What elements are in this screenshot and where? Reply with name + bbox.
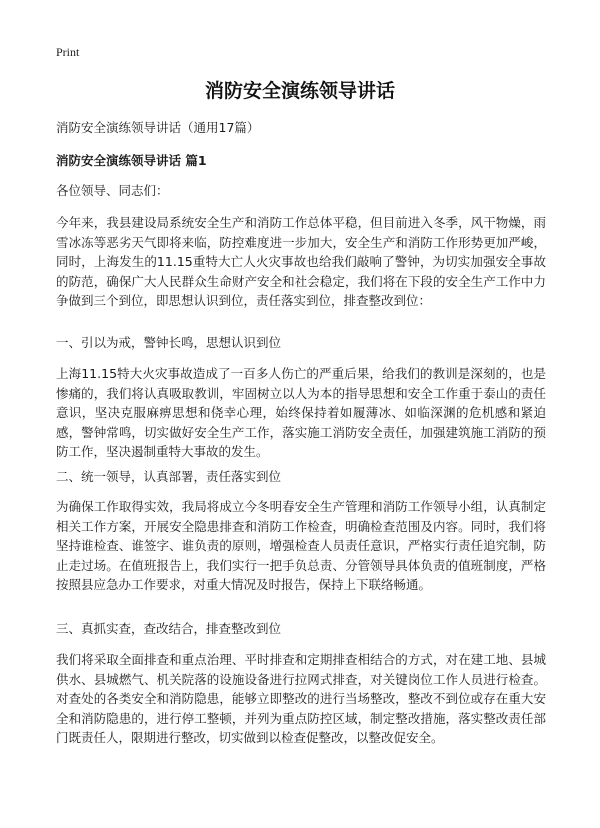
heading-responsibility: 二、统一领导，认真部署，责任落实到位 [56,469,282,484]
greeting-text: 各位领导、同志们： [56,183,169,198]
paragraph-intro: 今年来，我县建设局系统安全生产和消防工作总体平稳，但目前进入冬季，风干物燥，雨雪冰冻等恶劣天气即将来临，防控难度进一步加大，安全生产和消防工作形势更加严峻，同时，上海发生的11.15重特大亡人火灾事故也给我们敲响了警钟，为切实加强安全事故的防范，确保广大人民群众生命财产安全和社会稳定，我们将在下段的安全生产工作中力争做到三个到位，即思想认识到位，责任落实到位，排查整改到位： [56,215,546,309]
paragraph-lessons: 上海11.15特大火灾事故造成了一百多人伤亡的严重后果，给我们的教训是深刻的，也是惨痛的，我们将认真吸取教训，牢固树立以人为本的指导思想和安全工作重于泰山的责任意识，坚决克服麻痹思想和侥幸心理，始终保持着如履薄冰、如临深渊的危机感和紧迫感，警钟常鸣，切实做好安全生产工作，落实施工消防安全责任，加强建筑施工消防的预防工作，坚决遏制重特大事故的发生。 [56,366,546,460]
page-title: 消防安全演练领导讲话 [204,80,395,102]
paragraph-leadership: 为确保工作取得实效，我局将成立今冬明春安全生产管理和消防工作领导小组，认真制定相关工作方案，开展安全隐患排查和消防工作检查，明确检查范围及内容。同时，我们将坚持谁检查、谁签字、谁负责的原则，增强检查人员责任意识，严格实行责任追究制，防止走过场。在值班报告上，我们实行一把手负总责、分管领导具体负责的值班制度，严格按照县应急办工作要求，对重大情况及时报告，保持上下联络畅通。 [56,499,546,593]
heading-thought-awareness: 一、引以为戒，警钟长鸣，思想认识到位 [56,335,282,350]
section-heading: 消防安全演练领导讲话 篇1 [56,153,207,168]
document-subtitle: 消防安全演练领导讲话（通用17篇） [56,120,260,135]
paragraph-inspection: 我们将采取全面排查和重点治理、平时排查和定期排查相结合的方式，对在建工地、县城供水、县城燃气、机关院落的设施设备进行拉网式排查，对关键岗位工作人员进行检查。对查处的各类安全和消防隐患，能够立即整改的进行当场整改，整改不到位或存在重大安全和消防隐患的，进行停工整顿，并列为重点防控区域，制定整改措施，落实整改责任部门既责任人，限期进行整改，切实做到以检查促整改，以整改促安全。 [56,652,546,746]
print-link[interactable]: Print [56,45,80,59]
heading-inspection: 三、真抓实查，查改结合，排查整改到位 [56,621,282,636]
